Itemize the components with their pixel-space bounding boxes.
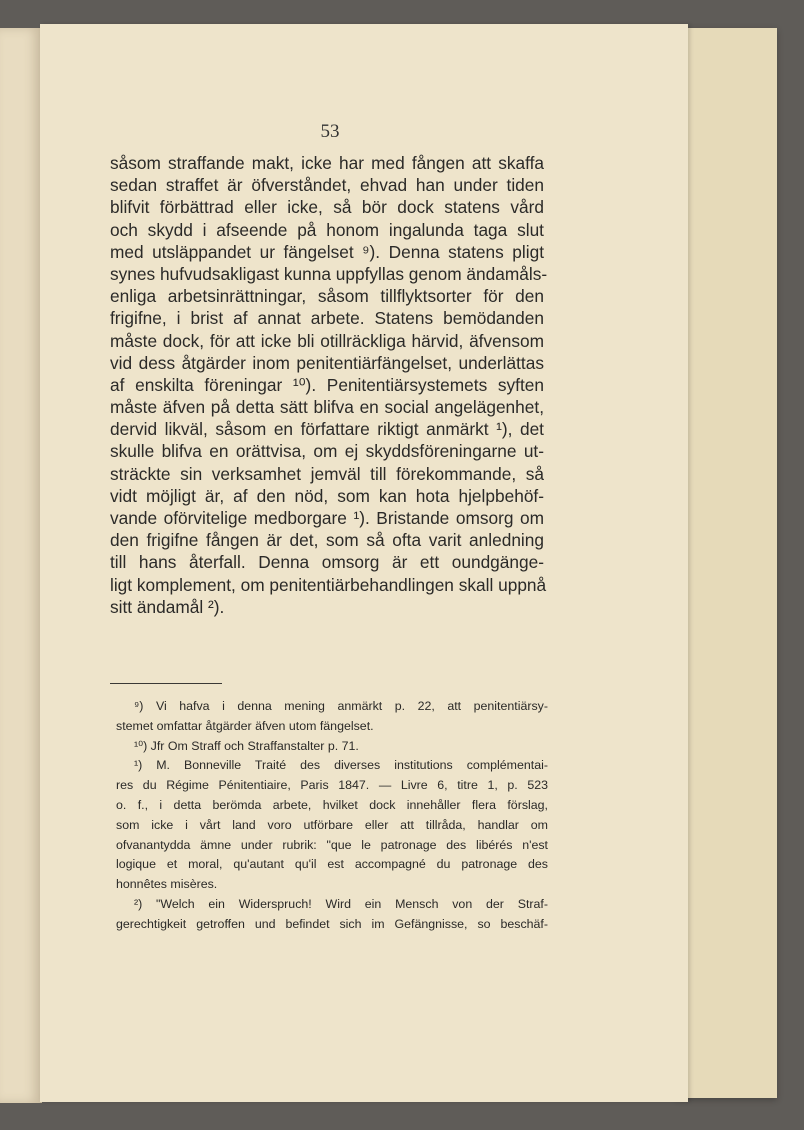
footnote-line: som icke i vårt land voro utförbare eller att tillråda, handlar om (116, 817, 548, 832)
page-fore-edge (676, 28, 777, 1098)
body-line: såsom straffande makt, icke har med fången att skaffa (110, 153, 544, 173)
footnote-line: ²) "Welch ein Widerspruch! Wird ein Mensch von der Straf- (134, 896, 548, 911)
body-line: vidt möjligt är, af den nöd, som kan hota hjelpbehöf- (110, 485, 544, 506)
body-line: den frigifne fången är det, som så ofta varit anledning (110, 530, 544, 551)
body-line: sitt ändamål ²). (110, 596, 225, 617)
page-number: 53 (320, 121, 340, 142)
footnotes (116, 697, 548, 935)
body-line: synes hufvudsakligast kunna uppfyllas genom ändamåls- (110, 263, 548, 284)
facing-page-edge (0, 28, 42, 1103)
footnote-line: stemet omfattar åtgärder äfven utom fängelset. (116, 718, 374, 733)
body-line: ligt komplement, om penitentiärbehandlingen skall uppnå (110, 574, 547, 595)
body-line: med utsläppandet ur fängelset ⁹). Denna statens pligt (110, 241, 544, 262)
body-line: måste äfven på detta sätt blifva en social angelägenhet, (110, 397, 544, 418)
footnote-line: logique et moral, qu'autant qu'il est accompagné du patronage des (116, 857, 548, 872)
footnote-line: res du Régime Pénitentiaire, Paris 1847. — Livre 6, titre 1, p. 523 (116, 778, 548, 793)
footnote-line: ¹) M. Bonneville Traité des diverses institutions complémentai- (134, 758, 548, 773)
body-line: sträckte sin verksamhet jemväl till förekommande, så (110, 463, 544, 484)
body-line: frigifne, i brist af annat arbete. Statens bemödanden (110, 308, 544, 329)
body-line: och skydd i afseende på honom ingalunda taga slut (110, 219, 544, 240)
body-line: måste dock, för att icke bli otillräckliga härvid, äfvensom (110, 330, 544, 351)
body-line: dervid likväl, såsom en författare riktigt anmärkt ¹), det (110, 419, 544, 440)
body-line: blifvit förbättrad eller icke, så bör dock statens vård (110, 197, 544, 218)
body-line: sedan straffet är öfverståndet, ehvad han under tiden (110, 175, 544, 196)
body-text (110, 152, 548, 618)
body-line: af enskilta föreningar ¹⁰). Penitentiärsystemets syften (110, 374, 544, 395)
footnote-line: ofvanantydda ämne under rubrik: "que le patronage des libérés n'est (116, 837, 548, 852)
body-line: skulle blifva en orättvisa, om ej skyddsföreningarne ut- (110, 441, 544, 462)
footnote-line: o. f., i detta berömda arbete, hvilket dock innehåller flera förslag, (116, 797, 548, 812)
body-line: vid dess åtgärder inom penitentiärfängelset, underlättas (110, 352, 544, 373)
footnote-line: honnêtes misères. (116, 877, 218, 892)
body-line: vande oförvitelige medborgare ¹). Bristande omsorg om (110, 508, 544, 528)
body-line: enliga arbetsinrättningar, såsom tillflyktsorter för den (110, 286, 544, 307)
footnote-line: ¹⁰) Jfr Om Straff och Straffanstalter p. 71. (134, 738, 359, 753)
body-line: till hans återfall. Denna omsorg är ett oundgänge- (110, 552, 544, 573)
footnote-divider (110, 683, 222, 684)
footnote-line: ⁹) Vi hafva i denna mening anmärkt p. 22, att penitentiärsy- (134, 699, 548, 713)
footnote-line: gerechtigkeit getroffen und befindet sich im Gefängnisse, so beschäf- (116, 916, 548, 931)
